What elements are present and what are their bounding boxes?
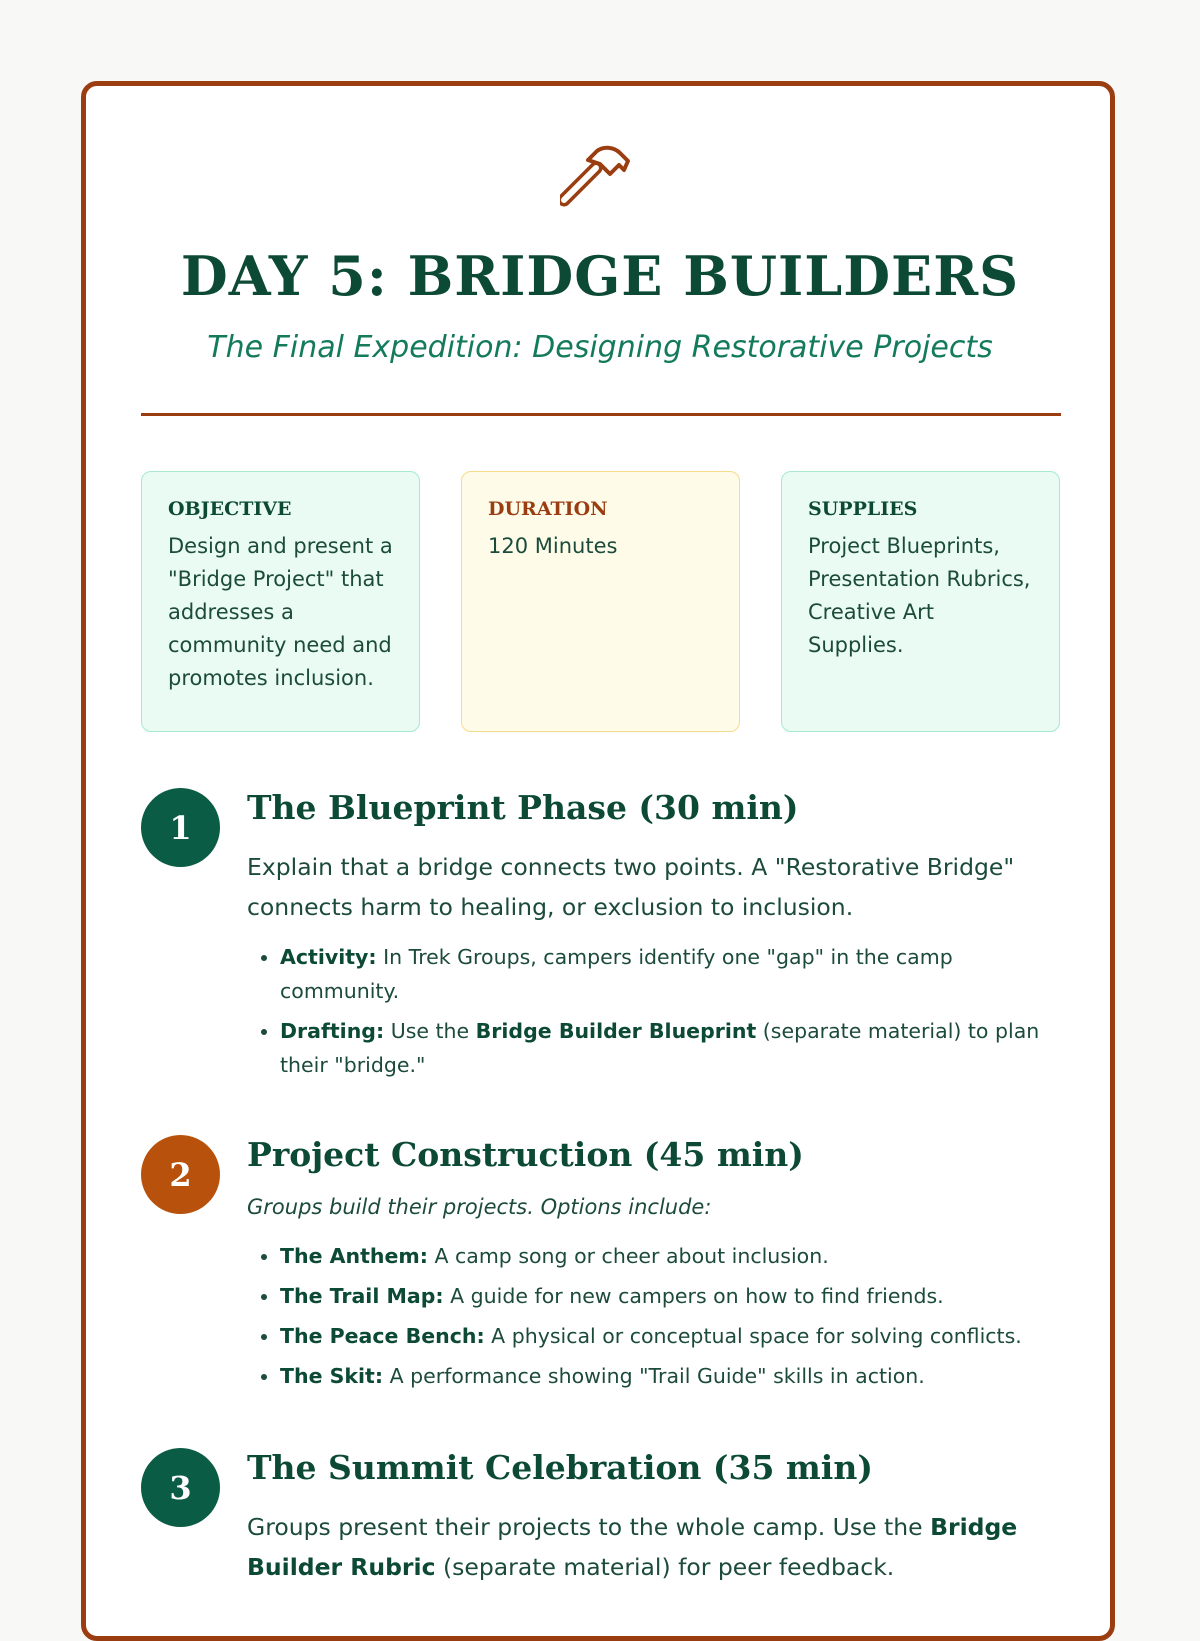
page-subtitle: The Final Expedition: Designing Restorative Projects (207, 330, 993, 365)
step-2-badge: 2 (141, 1135, 220, 1214)
supplies-label: SUPPLIES (808, 498, 918, 520)
step-3-title: The Summit Celebration (35 min) (247, 1448, 873, 1487)
duration-label: DURATION (488, 498, 608, 520)
step-1-body: Explain that a bridge connects two points. A "Restorative Bridge" connects harm to healing, or exclusion to inclusion. (247, 853, 1015, 921)
step-3-body: Groups present their projects to the whole camp. Use the Bridge Builder Rubric (separate material) for peer feedback. (247, 1513, 1018, 1581)
step-2-intro: Groups build their projects. Options include: (247, 1195, 712, 1219)
step-2-title: Project Construction (45 min) (247, 1135, 804, 1174)
list-item: • Drafting: Use the Bridge Builder Blueprint (separate material) to plan their "bridge." (280, 1014, 1070, 1082)
title-divider (141, 413, 1061, 416)
step-1-title: The Blueprint Phase (30 min) (247, 788, 799, 827)
duration-box (461, 471, 740, 732)
step-2-list (247, 1236, 1070, 1396)
step-1-list (247, 940, 1070, 1088)
objective-label: OBJECTIVE (168, 498, 292, 520)
hammer-icon (560, 144, 640, 224)
list-item: • The Peace Bench: A physical or conceptual space for solving conflicts. (280, 1316, 1070, 1356)
list-item: • The Trail Map: A guide for new campers on how to find friends. (280, 1276, 1070, 1316)
supplies-box (781, 471, 1060, 732)
list-item: • Activity: In Trek Groups, campers identify one "gap" in the camp community. (280, 940, 1070, 1008)
supplies-text: Project Blueprints, Presentation Rubrics, Creative Art Supplies. (808, 534, 1031, 657)
list-item: • The Skit: A performance showing "Trail Guide" skills in action. (280, 1356, 1070, 1396)
objective-text: Design and present a "Bridge Project" that addresses a community need and promotes inclusion. (168, 534, 393, 690)
page-title: DAY 5: BRIDGE BUILDERS (180, 244, 1020, 308)
list-item: • The Anthem: A camp song or cheer about inclusion. (280, 1236, 1070, 1276)
objective-box (141, 471, 420, 732)
step-1-badge: 1 (141, 788, 220, 867)
duration-text: 120 Minutes (488, 534, 618, 558)
step-3-badge: 3 (141, 1448, 220, 1527)
